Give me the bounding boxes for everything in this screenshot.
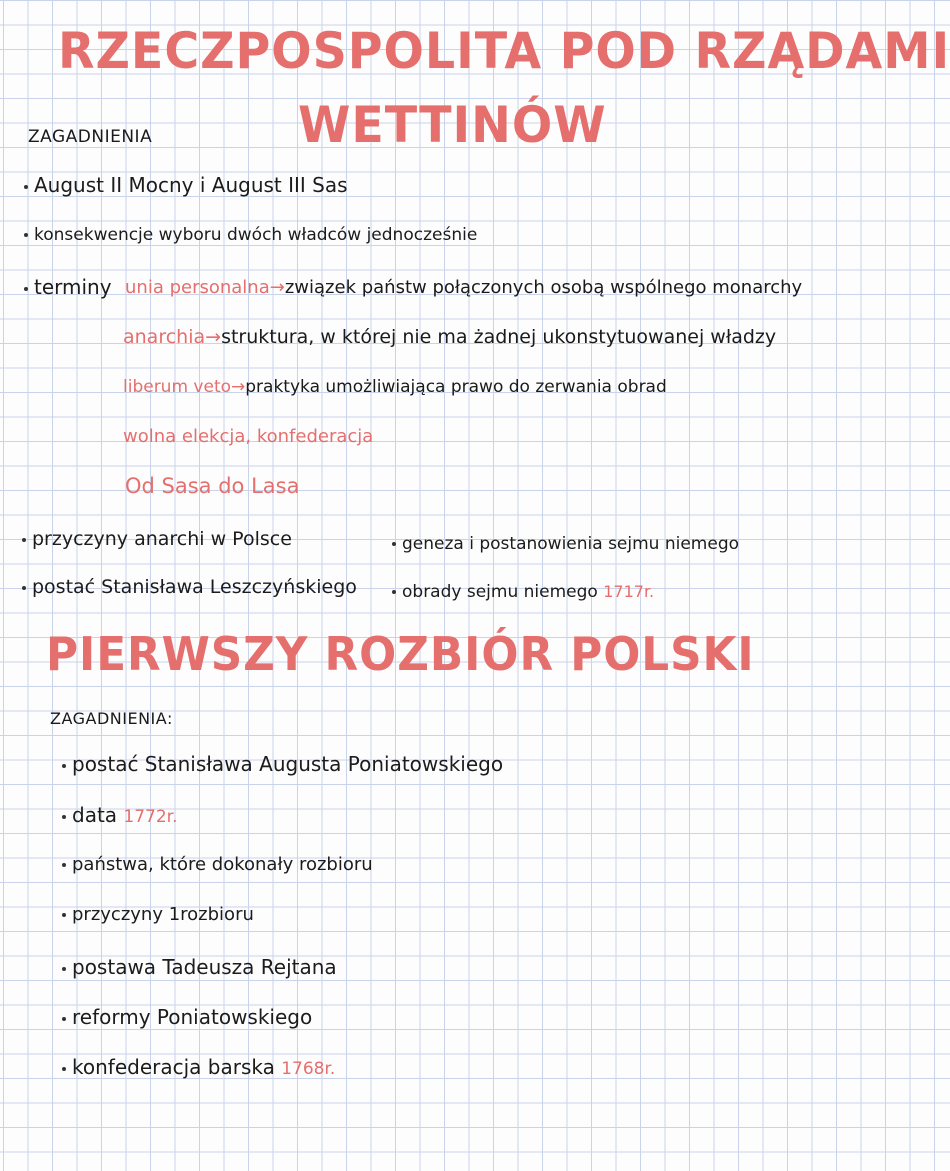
bullet-icon: [62, 1067, 66, 1071]
term-1-name: unia personalna: [125, 277, 270, 298]
section2-zagadnienia-label: ZAGADNIENIA:: [50, 709, 173, 728]
bullet-icon: [22, 586, 26, 590]
list-item: [62, 1005, 312, 1029]
topic-2-text: konsekwencje wyboru dwóch władców jednocześnie: [34, 225, 478, 245]
list-item-text: data: [72, 803, 118, 827]
list-item-year: 1772r.: [123, 807, 178, 827]
list-item: [62, 752, 503, 776]
left-topic-1: [22, 528, 292, 550]
term-3-name: liberum veto: [123, 377, 232, 397]
list-item: [62, 955, 337, 979]
term-1-definition: związek państw połączonych osobą wspólnego monarchy: [284, 277, 803, 298]
term-2: [123, 326, 776, 348]
topic-2: [24, 225, 477, 245]
bullet-icon: [392, 542, 396, 546]
section1-zagadnienia-label: ZAGADNIENIA: [28, 127, 153, 147]
arrow-icon: →: [205, 326, 222, 348]
terms-label-text: terminy: [34, 275, 112, 299]
list-item-text: państwa, które dokonały rozbioru: [72, 854, 373, 875]
left-topic-2: [22, 576, 357, 598]
topic-1-text: August II Mocny i August III Sas: [34, 173, 348, 197]
list-item-year: 1768r.: [281, 1059, 336, 1079]
term-2-name: anarchia: [123, 326, 206, 348]
left-topic-1-text: przyczyny anarchi w Polsce: [32, 528, 292, 550]
right-topic-1-text: geneza i postanowienia sejmu niemego: [402, 534, 740, 554]
arrow-icon: →: [231, 377, 246, 397]
right-topic-2-text: obrady sejmu niemego: [402, 582, 598, 602]
topic-1: [24, 173, 348, 197]
section2-title: PIERWSZY ROZBIÓR POLSKI: [46, 627, 755, 681]
bullet-icon: [62, 1017, 66, 1021]
bullet-icon: [392, 590, 396, 594]
bullet-icon: [62, 764, 66, 768]
term-4: wolna elekcja, konfederacja: [123, 426, 374, 447]
term-5: Od Sasa do Lasa: [125, 474, 300, 498]
list-item-text: konfederacja barska: [72, 1055, 275, 1079]
terms-label: [24, 275, 112, 299]
list-item-text: postać Stanisława Augusta Poniatowskiego: [72, 752, 504, 776]
bullet-icon: [62, 863, 66, 867]
term-3-definition: praktyka umożliwiająca prawo do zerwania obrad: [245, 377, 667, 397]
bullet-icon: [22, 538, 26, 542]
term-1: [125, 277, 802, 298]
bullet-icon: [24, 287, 28, 291]
term-2-definition: struktura, w której nie ma żadnej ukonstytuowanej władzy: [221, 326, 777, 348]
bullet-icon: [62, 913, 66, 917]
list-item-text: przyczyny 1rozbioru: [72, 904, 254, 925]
list-item: [62, 803, 178, 827]
bullet-icon: [24, 233, 28, 237]
bullet-icon: [62, 967, 66, 971]
left-topic-2-text: postać Stanisława Leszczyńskiego: [32, 576, 357, 598]
section1-title-line1: RZECZPOSPOLITA POD RZĄDAMI: [58, 22, 950, 80]
section1-title-line2: WETTINÓW: [298, 96, 607, 154]
list-item: [62, 1055, 335, 1079]
list-item: [62, 854, 373, 875]
right-topic-2: [392, 582, 654, 602]
list-item-text: reformy Poniatowskiego: [72, 1005, 313, 1029]
bullet-icon: [24, 185, 28, 189]
list-item: [62, 904, 254, 925]
bullet-icon: [62, 815, 66, 819]
list-item-text: postawa Tadeusza Rejtana: [72, 955, 337, 979]
term-3: [123, 377, 667, 397]
right-topic-1: [392, 534, 739, 554]
right-topic-2-year: 1717r.: [603, 582, 655, 601]
arrow-icon: →: [269, 277, 285, 298]
